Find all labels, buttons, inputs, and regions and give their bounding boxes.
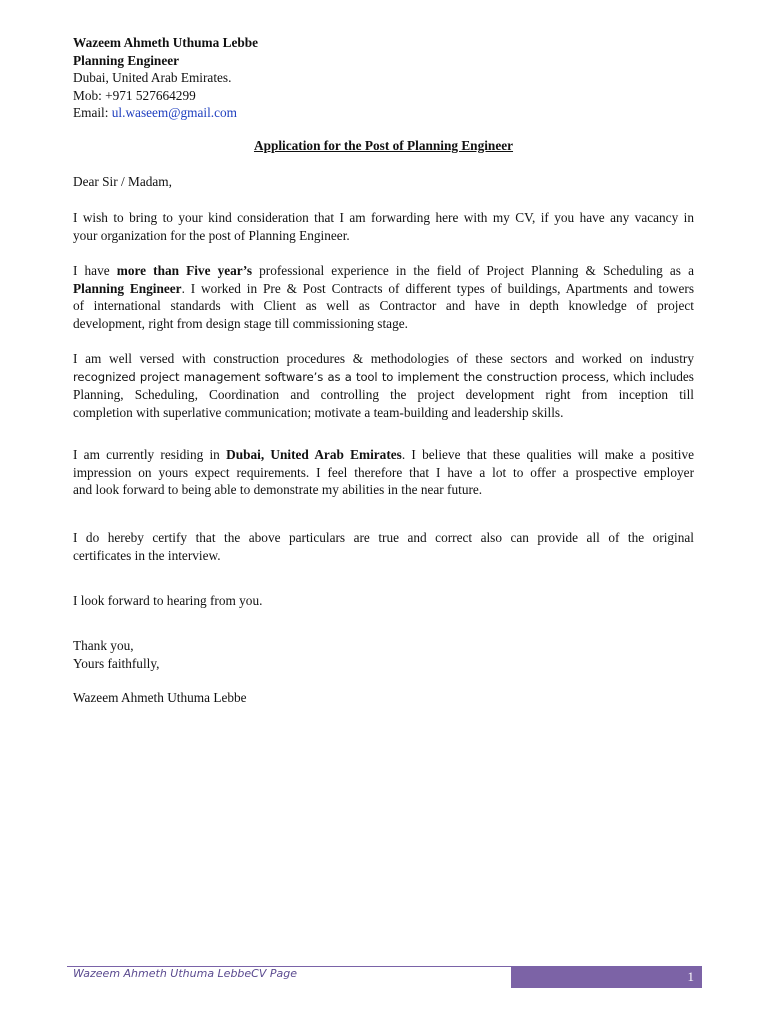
paragraph-1 bbox=[73, 209, 694, 244]
closing-thanks: Thank you, bbox=[73, 638, 134, 653]
sender-details bbox=[73, 34, 694, 122]
salutation: Dear Sir / Madam, bbox=[73, 174, 172, 189]
p2-l2-bold: Planning Engineer bbox=[73, 280, 182, 296]
page-number-box bbox=[511, 967, 702, 988]
p2-line-4: development, right from design stage till commissioning stage. bbox=[73, 315, 408, 331]
p3-line-1: I am well versed with construction procedures & methodologies of these sectors and worked on industry bbox=[73, 351, 694, 366]
p2-line-2 bbox=[73, 280, 694, 298]
p5-line-1: I do hereby certify that the above particulars are true and correct also can provide all of the original bbox=[73, 530, 694, 545]
p4-line-2: impression on yours expect requirements. I feel therefore that I have a lot to offer a prospective employer bbox=[73, 464, 694, 480]
sender-name: Wazeem Ahmeth Uthuma Lebbe bbox=[73, 35, 259, 50]
p3-line-4: completion with superlative communication; motivate a team-building and leadership skills. bbox=[73, 404, 564, 420]
p3-line-3: Planning, Scheduling, Coordination and controlling the project development right from inception till bbox=[73, 387, 694, 402]
email-label: Email: bbox=[73, 105, 112, 120]
paragraph-5 bbox=[73, 529, 694, 564]
sender-location: Dubai, United Arab Emirates. bbox=[73, 70, 232, 85]
paragraph-3 bbox=[73, 350, 694, 421]
p2-line-3: of international standards with Client as well as Contractor and have in depth knowledge of project bbox=[73, 298, 694, 313]
p4-l1-pre: I am currently residing in bbox=[73, 447, 227, 462]
p1-line-2: your organization for the post of Planning Engineer. bbox=[73, 227, 350, 243]
email-link[interactable]: ul.waseem@gmail.com bbox=[111, 105, 238, 120]
p4-line-3: and look forward to being able to demonstrate my abilities in the near future. bbox=[73, 482, 483, 497]
signature-name: Wazeem Ahmeth Uthuma Lebbe bbox=[73, 690, 247, 705]
p2-line-1 bbox=[73, 262, 694, 280]
letter-subject: Application for the Post of Planning Engineer bbox=[253, 138, 514, 153]
p3-l2-mono: recognized project management software’s as a tool to implement the construction process, bbox=[73, 369, 610, 384]
sender-mobile: Mob: +971 527664299 bbox=[73, 87, 196, 103]
paragraph-2 bbox=[73, 262, 694, 332]
page-number: 1 bbox=[687, 969, 694, 984]
closing-faithfully: Yours faithfully, bbox=[73, 655, 160, 671]
closing bbox=[73, 637, 694, 672]
p2-l1-post: professional experience in the field of Project Planning & Scheduling as a bbox=[252, 263, 694, 278]
p5-line-2: certificates in the interview. bbox=[73, 547, 221, 563]
p4-line-1 bbox=[73, 446, 694, 464]
p2-l1-pre: I have bbox=[73, 263, 117, 278]
p2-l1-bold: more than Five year’s bbox=[116, 263, 253, 278]
p4-l1-post: . I believe that these qualities will make a positive bbox=[401, 447, 694, 462]
paragraph-6: I look forward to hearing from you. bbox=[73, 593, 263, 608]
p3-line-2 bbox=[73, 368, 694, 387]
p3-l2-post: which includes bbox=[609, 368, 694, 384]
p1-line-1: I wish to bring to your kind consideration that I am forwarding here with my CV, if you have any vacancy in bbox=[73, 210, 694, 225]
p2-l2-post: . I worked in Pre & Post Contracts of different types of buildings, Apartments and towers bbox=[181, 280, 694, 296]
sender-title: Planning Engineer bbox=[73, 52, 180, 68]
paragraph-4 bbox=[73, 446, 694, 499]
footer-text: Wazeem Ahmeth Uthuma LebbeCV Page bbox=[73, 967, 298, 980]
sender-email-line bbox=[73, 104, 694, 122]
p4-l1-bold: Dubai, United Arab Emirates bbox=[226, 447, 402, 462]
